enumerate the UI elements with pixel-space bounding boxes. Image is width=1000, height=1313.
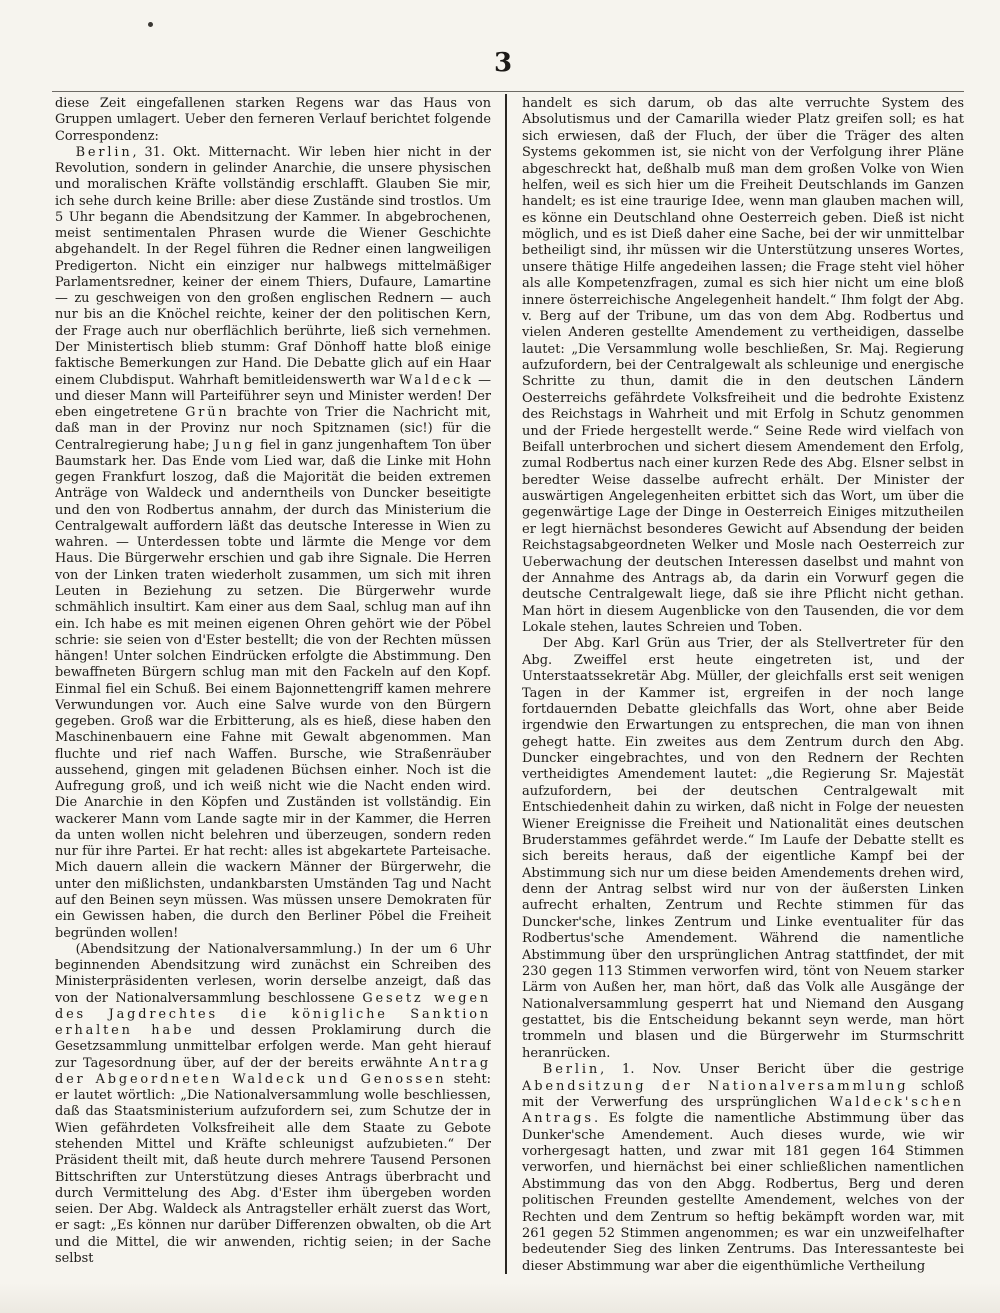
header-rule <box>52 91 964 92</box>
text-run: diese Zeit eingefallenen starken Regens war das Haus von Gruppen umlagert. Ueber den ferneren Verlauf berichtet folgende Correspondenz: <box>55 96 491 144</box>
left-column <box>55 96 491 1276</box>
left-column-paragraph <box>55 942 491 1267</box>
ink-speck <box>148 22 153 27</box>
text-run: , 1. Nov. Unser Bericht über die gestrige <box>600 1062 964 1078</box>
text-run: — und dieser Mann will Parteiführer seyn und Minister werden! Der eben eingetretene <box>55 372 491 421</box>
emphasized-text: Abendsitzung der Nationalversammlung <box>522 1078 909 1094</box>
page-number: 3 <box>493 48 513 78</box>
text-run: fiel in ganz jungenhaftem Ton über Baumstark her. Das Ende vom Lied war, daß die Linke mit Hohn gegen Frankfurt loszog, daß die Majorität die beiden extremen Anträge von Waldeck und anderntheils von Duncker beseitigte und den von Rodbertus annahm, der durch das Ministerium die Centralgewalt auffordern läßt das deutsche Interesse in Wien zu wahren. — Unterdessen tobte und lärmte die Menge vor dem Haus. Die Bürgerwehr erschien und gab ihre Signale. Die Herren von der Linken traten wiederholt zusammen, um sich mit ihren Leuten in Beziehung zu setzen. Die Bürgerwehr wurde schmählich insultirt. Kam einer aus dem Saal, schlug man auf ihn ein. Ich habe es mit meinen eigenen Ohren gehört wie der Pöbel schrie: sie seien von d'Ester bestellt; die von der Rechten müssen hängen! Unter solchen Eindrücken erfolgte die Abstimmung. Den bewaffneten Bürgern schlug man mit den Fackeln auf den Kopf. Einmal fiel ein Schuß. Bei einem Bajonnettengriff kamen mehrere Verwundungen vor. Auch eine Salve wurde von den Bürgern gegeben. Groß war die Erbitterung, als es hieß, diese haben den Maschinenbauern eine Fahne mit Gewalt abgenommen. Man fluchte und rief nach Waffen. Bursche, wie Straßenräuber aussehend, gingen mit geladenen Büchsen einher. Noch ist die Aufregung groß, und ich weiß nicht wie die Nacht enden wird. Die Anarchie in den Köpfen und Zuständen ist vollständig. Ein wackerer Mann vom Lande sagte mir in der Kammer, die Herren da unten wollen nicht belehren und überzeugen, sondern reden nur für ihre Partei. Er hat recht: alles ist abgekartete Parteisache. Mich dauern allein die wackern Männer der Bürgerwehr, die unter den mißlichsten, undankbarsten Umständen Tag und Nacht auf den Beinen seyn müssen. Was müssen unsere Demokraten für ein Gewissen haben, die durch den Berliner Pöbel die Freiheit begründen wollen! <box>55 437 491 941</box>
emphasized-text: Berlin <box>75 144 133 160</box>
text-run: . Es folgte die namentliche Abstimmung über das Dunker'sche Amendement. Auch dieses wurde, wie wir vorhergesagt hatten, und zwar mit 181 gegen 164 Stimmen verworfen, und hiernächst bei einer schließlichen namentlichen Abstimmung das von den Abgg. Rodbertus, Berg und deren politischen Freunden gestellte Amendement, welches von der Rechten und dem Zentrum so heftig bekämpft worden war, mit 261 gegen 52 Stimmen angenommen; es war ein unzweifelhafter bedeutender Sieg des linken Zentrums. Das Interessanteste bei dieser Abstimmung war aber die eigenthümliche Vertheilung <box>522 1111 964 1274</box>
text-run: brachte von Trier die Nachricht mit, daß man in der Provinz nur noch Spitznamen (sic!) für die Centralregierung habe; <box>55 405 491 453</box>
text-run: und dessen Proklamirung durch die Gesetzsammlung unmittelbar erfolgen werde. Man geht hierauf zur Tagesordnung über, auf der der bereits erwähnte <box>55 1023 491 1071</box>
emphasized-text: Gesetz wegen des Jagdrechtes die königliche Sanktion erhalten habe <box>55 990 491 1039</box>
page-edge-shade <box>0 1283 1000 1313</box>
right-column-paragraph <box>522 1062 964 1275</box>
emphasized-text: Grün <box>185 405 230 421</box>
left-column-paragraph <box>55 145 491 942</box>
text-run: schloß mit der Verwerfung des ursprünglichen <box>522 1078 964 1110</box>
left-column-paragraph <box>55 96 491 145</box>
emphasized-text: Jung <box>214 437 256 453</box>
text-run: , 31. Okt. Mitternacht. Wir leben hier nicht in der Revolution, sondern in gelinder Anarchie, die unsere physischen und moralischen Kräfte vollständig erschlafft. Glauben Sie mir, ich sehe durch keine Brille: aber diese Zustände sind trostlos. Um 5 Uhr begann die Abendsitzung der Kammer. In abgebrochenen, meist sentimentalen Phrasen wurde die Wiener Geschichte abgehandelt. In der Regel führen die Redner einen langweiligen Predigerton. Nicht ein einziger nur halbwegs mittelmäßiger Parlamentsredner, keiner der einem Thiers, Dufaure, Lamartine — zu geschweigen von den großen englischen Rednern — auch nur bis an die Knöchel reichte, keiner der den politischen Kern, der Frage auch nur oberflächlich berührte, ließ sich vernehmen. Der Ministertisch blieb stumm: Graf Dönhoff hatte bloß einige faktische Bemerkungen zur Hand. Die Debatte glich auf ein Haar einem Clubdisput. Wahrhaft bemitleidenswerth war <box>55 144 491 388</box>
emphasized-text: Berlin <box>542 1062 601 1078</box>
emphasized-text: Waldeck <box>399 372 474 388</box>
text-run: steht: er lautet wörtlich: „Die Nationalversammlung wolle beschliessen, daß das Staatsministerium aufzufordern sei, zum Schutze der in Wien gefährdeten Volksfreiheit alle dem Staate zu Gebote stehenden Mittel und Kräfte schleunigst aufzubieten.“ Der Präsident theilt mit, daß heute durch mehrere Tausend Personen Bittschriften zur Unterstützung dieses Antrags überbracht und durch Vermittelung des Abg. d'Ester ihm übergeben worden seien. Der Abg. Waldeck als Antragsteller erhält zuerst das Wort, er sagt: „Es können nur darüber Differenzen obwalten, ob die Art und die Mittel, die wir anwenden, richtig seien; in der Sache selbst <box>55 1071 491 1266</box>
emphasized-text: Antrag der Abgeordneten Waldeck und Genossen <box>55 1055 491 1087</box>
text-run: (Abendsitzung der Nationalversammlung.) In der um 6 Uhr beginnenden Abendsitzung wird zunächst ein Schreiben des Ministerpräsidenten verlesen, worin derselbe anzeigt, daß das von der Nationalversammlung beschlossene <box>55 941 491 1006</box>
text-run: handelt es sich darum, ob das alte verruchte System des Absolutismus und der Camarilla wieder Platz greifen soll; es hat sich erwiesen, daß der Fluch, der über die Träger des alten Systems gekommen ist, sie nicht von der Verfolgung ihrer Pläne abgeschreckt hat, deßhalb muß man dem großen Volke von Wien helfen, weil es sich hier um die Freiheit Deutschlands im Ganzen handelt; es ist eine traurige Idee, wenn man glauben machen will, es könne ein Deutschland ohne Oesterreich geben. Dieß ist nicht möglich, und es ist Dieß daher eine Sache, bei der wir unmittelbar betheiligt sind, ihr müssen wir die Unterstützung unseres Wortes, unsere thätige Hilfe angedeihen lassen; die Frage steht viel höher als alle Kompetenzfragen, zumal es sich hier nicht um eine bloß innere österreichische Angelegenheit handelt.“ Ihm folgt der Abg. v. Berg auf der Tribune, um das von dem Abg. Rodbertus und vielen Anderen gestellte Amendement zu vertheidigen, dasselbe lautet: „Die Versammlung wolle beschließen, Sr. Maj. Regierung aufzufordern, bei der Centralgewalt als schleunige und energische Schritte zu thun, damit die in den deutschen Ländern Oesterreichs gefährdete Volksfreiheit und die bedrohte Existenz des Reichstags in Wahrheit und mit Erfolg in Schutz genommen und der Friede hergestellt werde.“ Seine Rede wird vielfach von Beifall unterbrochen und sichert diesem Amendement den Erfolg, zumal Rodbertus nach einer kurzen Rede des Abg. Elsner selbst in beredter Weise dasselbe aufrecht erhält. Der Minister der auswärtigen Angelegenheiten erbittet sich das Wort, um über die gegenwärtige Lage der Dinge in Oesterreich Einiges mitzutheilen er legt hiernächst besonderes Gewicht auf Absendung der beiden Reichstagsabgeordneten Welker und Mosle nach Oesterreich zur Ueberwachung der deutschen Interessen daselbst und mahnt von der Annahme des Antrags ab, da darin ein Vorwurf gegen die deutsche Centralgewalt liege, daß sie ihre Pflicht nicht gethan. Man hört in diesem Augenblicke von den Tausenden, die vor dem Lokale stehen, lautes Schreien und Toben. <box>522 96 964 635</box>
right-column-paragraph <box>522 636 964 1062</box>
emphasized-text: Waldeck'schen Antrags <box>522 1094 964 1127</box>
right-column <box>522 96 964 1276</box>
right-column-paragraph <box>522 96 964 636</box>
text-run: Der Abg. Karl Grün aus Trier, der als Stellvertreter für den Abg. Zweiffel erst heute eingetreten ist, und der Unterstaatssekretär Abg. Müller, der gleichfalls erst seit wenigen Tagen in der Kammer ist, ergreifen in der noch lange fortdauernden Debatte gleichfalls das Wort, ohne aber Beide irgendwie den Erwartungen zu entsprechen, die man von ihnen gehegt hatte. Ein zweites aus dem Zentrum durch den Abg. Duncker eingebrachtes, und von den Rednern der Rechten vertheidigtes Amendement lautet: „die Regierung Sr. Majestät aufzufordern, bei der deutschen Centralgewalt mit Entschiedenheit dahin zu wirken, daß nicht in Folge der neuesten Wiener Ereignisse die Freiheit und Nationalität eines deutschen Bruderstammes gefährdet werde.“ Im Laufe der Debatte stellt es sich bereits heraus, daß der eigentliche Kampf bei der Abstimmung sich nur um diese beiden Amendements drehen wird, denn der Antrag selbst wird nur von der äußersten Linken aufrecht erhalten, Zentrum und Rechte stimmen für das Duncker'sche, linkes Zentrum und Linke eventualiter für das Rodbertus'sche Amendement. Während die namentliche Abstimmung über den ursprünglichen Antrag stattfindet, der mit 230 gegen 113 Stimmen verworfen wird, tönt von Neuem starker Lärm von Außen her, man hört, daß das Volk alle Ausgänge der Nationalversammlung gesperrt hat und Niemand den Ausgang gestattet, bis die Entscheidung bekannt seyn werde, man hört trommeln und blasen und die Bürgerwehr im Sturmschritt heranrücken. <box>522 636 964 1061</box>
column-divider <box>505 94 507 1274</box>
